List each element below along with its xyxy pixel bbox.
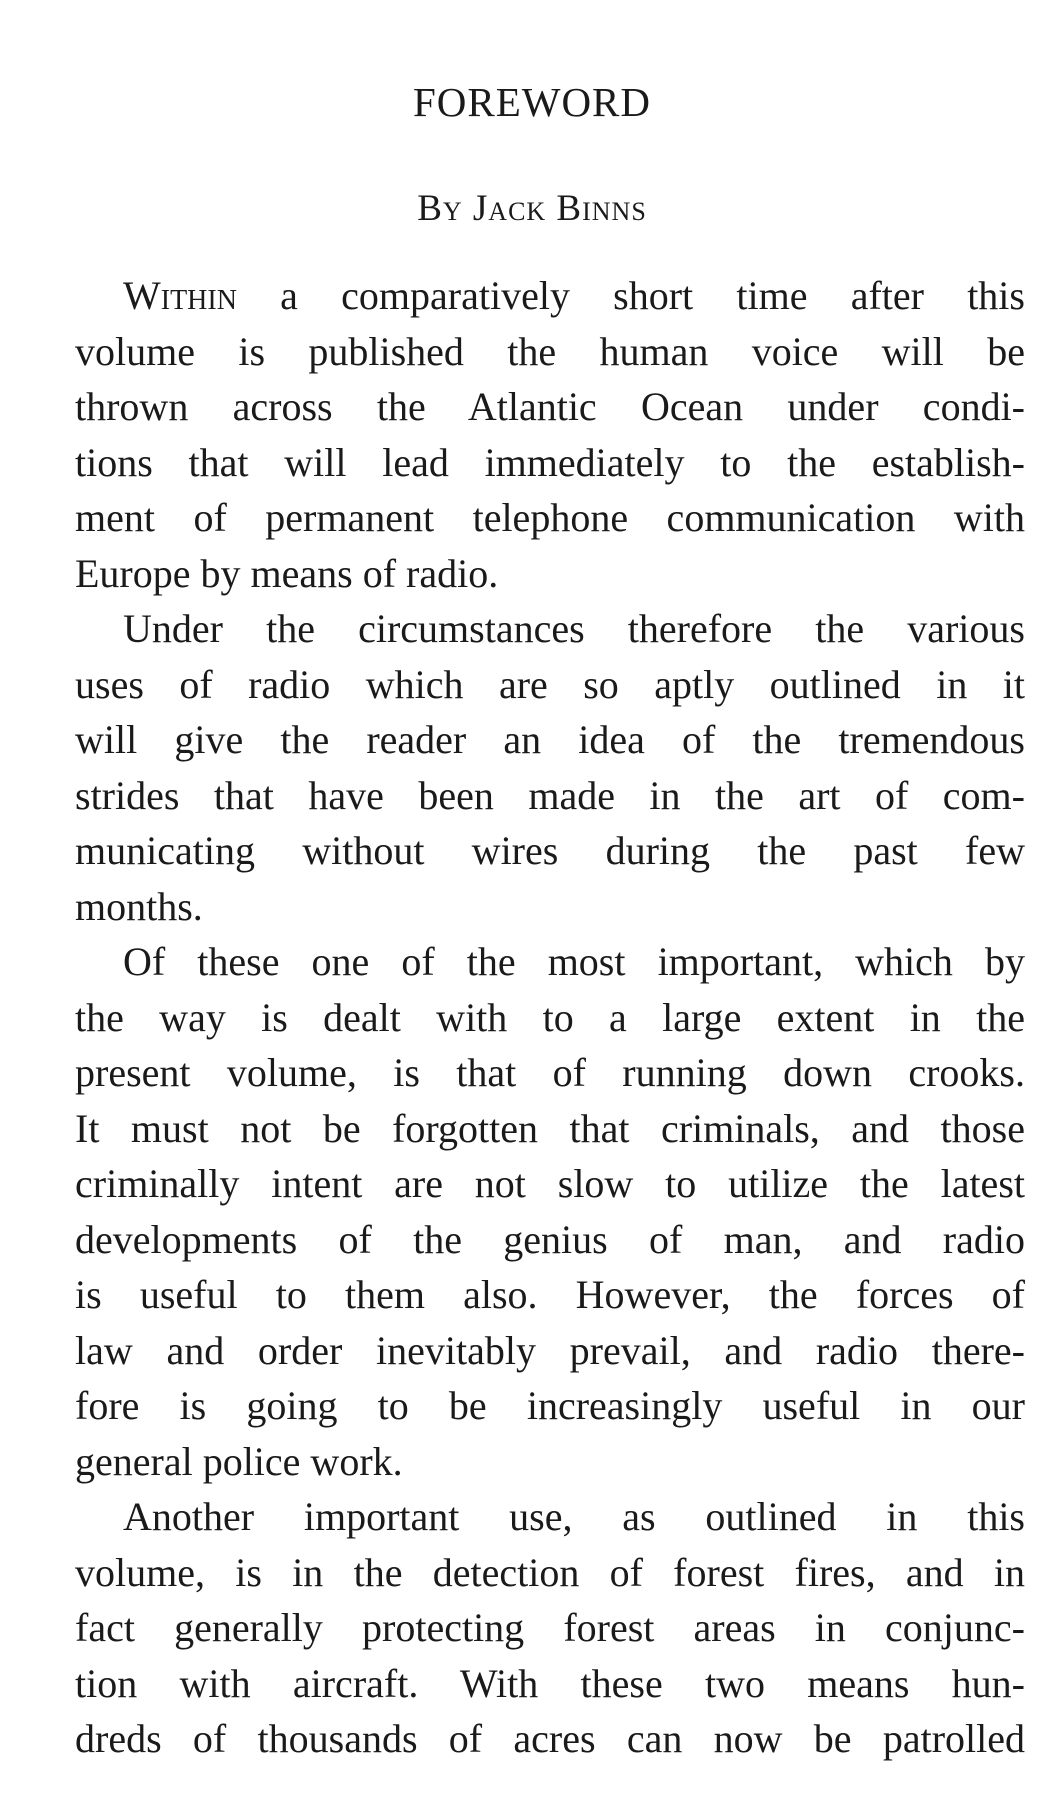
text-line: the way is dealt with to a large extent in the: [75, 994, 1025, 1040]
paragraph-4: [75, 1489, 1025, 1767]
paragraph-3: [75, 934, 1025, 1489]
text-line: ment of permanent telephone communication with: [75, 495, 1025, 540]
text-line: criminally intent are not slow to utilize the latest: [75, 1161, 1025, 1206]
text-line: Another important use, as outlined in this: [123, 1494, 1025, 1539]
text-line: It must not be forgotten that criminals, and those: [75, 1105, 1025, 1151]
paragraph-1: [75, 268, 1025, 601]
text-line: Europe by means of radio.: [75, 550, 499, 596]
text-line: present volume, is that of running down crooks.: [75, 1050, 1025, 1095]
foreword-body: [75, 268, 1025, 1767]
text-line: is useful to them also. However, the forces of: [75, 1272, 1025, 1317]
text-line: fact generally protecting forest areas in conjunc-: [75, 1605, 1025, 1650]
lead-word: Within: [123, 273, 237, 318]
text-line: tion with aircraft. With these two means hun-: [75, 1660, 1025, 1706]
text-line: dreds of thousands of acres can now be patrolled: [75, 1716, 1025, 1761]
page-title: FOREWORD: [412, 79, 652, 125]
text-line: fore is going to be increasingly useful in our: [75, 1383, 1025, 1428]
text-line: volume is published the human voice will be: [75, 328, 1025, 374]
text-line: general police work.: [75, 1438, 403, 1484]
text-line: volume, is in the detection of forest fires, and in: [75, 1549, 1025, 1595]
text-line: developments of the genius of man, and radio: [75, 1216, 1025, 1262]
text-line: Within a comparatively short time after this: [123, 273, 1025, 318]
paragraph-2: [75, 601, 1025, 934]
author-byline: By Jack Binns: [417, 188, 647, 229]
text-line: tions that will lead immediately to the establish-: [75, 439, 1025, 485]
text-line: strides that have been made in the art of com-: [75, 772, 1025, 818]
text-line: law and order inevitably prevail, and radio there-: [75, 1327, 1025, 1373]
text-line: uses of radio which are so aptly outlined in it: [75, 661, 1025, 707]
text-line: Of these one of the most important, which by: [123, 939, 1025, 984]
text-line: thrown across the Atlantic Ocean under condi-: [75, 384, 1025, 429]
text-line: municating without wires during the past few: [75, 828, 1025, 873]
text-line: will give the reader an idea of the tremendous: [75, 717, 1025, 762]
text-line: months.: [75, 883, 203, 929]
text-line: Under the circumstances therefore the various: [123, 606, 1025, 651]
